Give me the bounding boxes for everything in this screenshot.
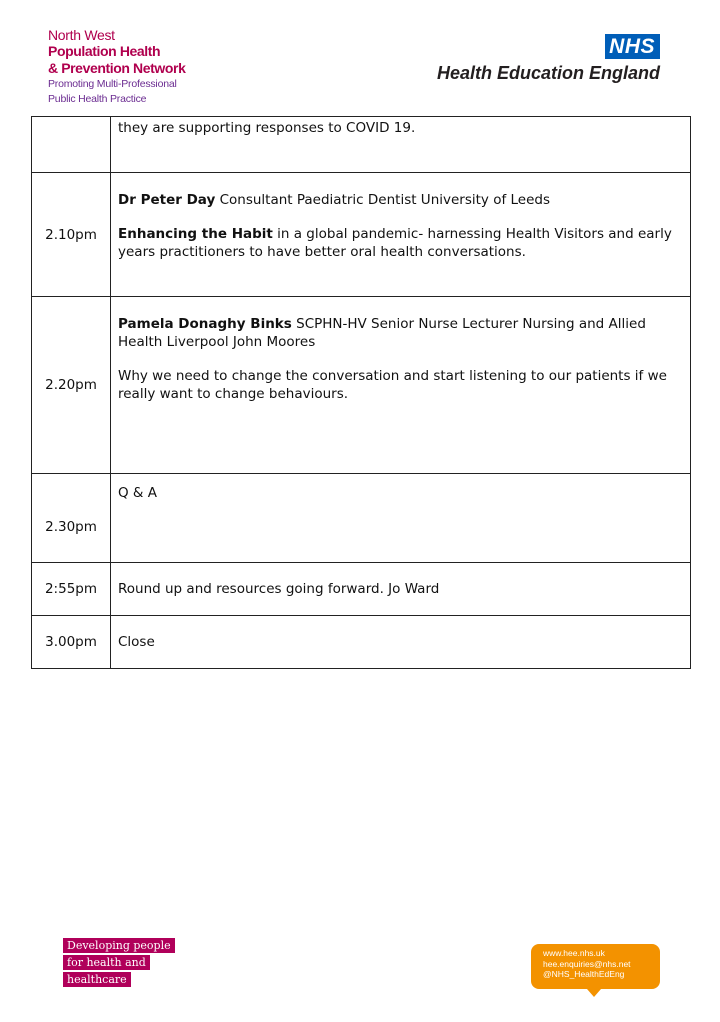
agenda-time (32, 117, 111, 173)
agenda-time: 2:55pm (32, 563, 111, 616)
agenda-description (111, 474, 691, 563)
speaker-name: Pamela Donaghy Binks (118, 316, 292, 332)
network-logo-line-5: Public Health Practice (48, 93, 147, 105)
agenda-paragraph (118, 484, 682, 502)
contact-email[interactable]: hee.enquiries@nhs.net (543, 958, 631, 969)
agenda-row (32, 117, 691, 173)
agenda-description (111, 117, 691, 173)
agenda-paragraph (118, 225, 682, 261)
tagline-line-2: for health and (63, 955, 150, 970)
agenda-table (31, 116, 691, 669)
agenda-row (32, 474, 691, 563)
contact-speech-bubble (531, 944, 660, 989)
talk-title: Enhancing the Habit (118, 226, 273, 242)
agenda-paragraph (118, 315, 682, 351)
agenda-text: they are supporting responses to COVID 19. (118, 120, 416, 136)
contact-twitter[interactable]: @NHS_HealthEdEng (543, 969, 625, 979)
network-logo-line-2: Population Health (48, 43, 161, 59)
agenda-row (32, 173, 691, 297)
tagline-line-1: Developing people (63, 938, 175, 953)
nhs-logo-mark: NHS (605, 34, 660, 59)
network-logo-line-3: & Prevention Network (48, 60, 186, 76)
speech-bubble-tail-icon (587, 989, 601, 997)
talk-description: in a global pandemic- harnessing Health Visitors and early years practitioners to have better oral health conversations. (118, 226, 672, 260)
tagline-line-3: healthcare (63, 972, 131, 987)
agenda-time: 2.30pm (32, 474, 111, 563)
network-logo-line-1: North West (48, 27, 115, 43)
agenda-text: Q & A (118, 485, 157, 501)
contact-website[interactable]: www.hee.nhs.uk (543, 948, 605, 958)
network-logo (48, 27, 208, 107)
talk-description: Why we need to change the conversation and start listening to our patients if we really want to change behaviours. (118, 368, 667, 402)
agenda-row (32, 297, 691, 474)
agenda-paragraph (118, 191, 682, 209)
agenda-paragraph (118, 633, 682, 651)
agenda-time: 2.10pm (32, 173, 111, 297)
agenda-description (111, 563, 691, 616)
agenda-description (111, 173, 691, 297)
speaker-role: SCPHN-HV Senior Nurse Lecturer Nursing and Allied Health Liverpool John Moores (118, 316, 646, 350)
agenda-paragraph (118, 119, 682, 137)
agenda-description (111, 616, 691, 669)
organisation-name: Health Education England (436, 63, 660, 83)
hee-logo (400, 34, 660, 84)
agenda-text: Round up and resources going forward. Jo Ward (118, 581, 440, 597)
agenda-paragraph (118, 367, 682, 403)
speaker-role: Consultant Paediatric Dentist University of Leeds (215, 192, 551, 208)
tagline-badge (63, 938, 175, 989)
agenda-time: 3.00pm (32, 616, 111, 669)
agenda-time: 2.20pm (32, 297, 111, 474)
agenda-row (32, 616, 691, 669)
agenda-row (32, 563, 691, 616)
agenda-text: Close (118, 634, 155, 650)
speaker-name: Dr Peter Day (118, 192, 216, 208)
network-logo-line-4: Promoting Multi-Professional (48, 78, 177, 90)
agenda-paragraph (118, 580, 682, 598)
agenda-description (111, 297, 691, 474)
